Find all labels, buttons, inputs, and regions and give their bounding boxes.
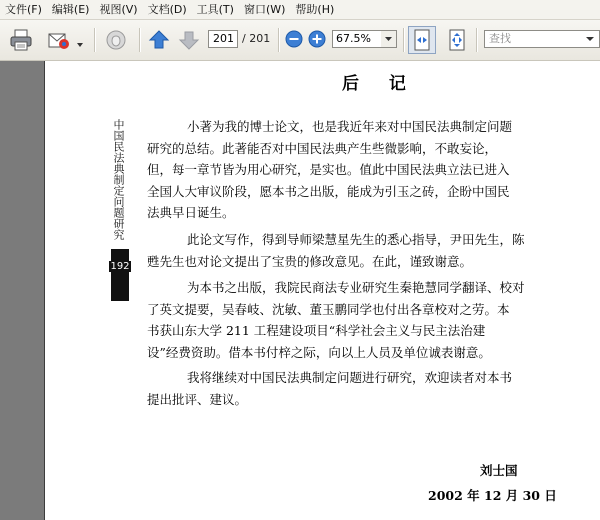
text-line: 我将继续对中国民法典制定问题进行研究，欢迎读者对本书: [187, 370, 513, 385]
hand-tool-icon[interactable]: [104, 28, 130, 52]
menu-file[interactable]: 文件(F): [5, 3, 42, 16]
signature-date: 2002 年 12 月 30 日: [428, 488, 557, 503]
toolbar: [0, 20, 600, 61]
spine-page-number: 192: [110, 261, 130, 272]
text-line: 为本书之出版，我院民商法专业研究生秦艳慧同学翻译、校对: [187, 280, 525, 295]
chevron-down-icon: [583, 31, 597, 47]
chevron-down-icon[interactable]: [76, 34, 84, 42]
zoom-in-icon[interactable]: [308, 30, 326, 48]
menu-bar: [0, 0, 600, 20]
text-line: 此论文写作，得到导师梁慧星先生的悉心指导，尹田先生，陈: [187, 232, 525, 247]
text-line: 设”经费资助。借本书付梓之际，向以上人员及单位诚表谢意。: [147, 344, 491, 360]
paragraph-4: [147, 367, 597, 410]
arrow-down-icon[interactable]: [178, 28, 200, 52]
page-spine: [110, 119, 135, 272]
arrow-up-icon[interactable]: [148, 28, 170, 52]
paragraph-3: [147, 277, 597, 363]
author-signature: 刘士国: [480, 463, 518, 478]
menu-document[interactable]: 文档(D): [147, 3, 187, 16]
search-dropdown-button[interactable]: [583, 31, 597, 47]
menu-help[interactable]: 帮助(H): [295, 3, 335, 16]
zoom-dropdown-button[interactable]: [381, 30, 397, 48]
document-viewport[interactable]: [0, 61, 600, 520]
zoom-out-icon[interactable]: [285, 30, 303, 48]
menu-window[interactable]: 窗口(W): [243, 3, 286, 16]
text-line: 研究的总结。此著能否对中国民法典产生些微影响，不敢妄论，: [147, 140, 498, 156]
zoom-level-input[interactable]: 67.5%: [332, 30, 382, 48]
text-line: 了英文提要，吴春岐、沈敏、董玉鹏同学也付出各章校对之劳。本: [147, 301, 510, 317]
spine-title: 中国民法典制定问题研究: [112, 119, 125, 240]
print-icon[interactable]: [8, 28, 34, 52]
fit-width-icon[interactable]: [408, 26, 436, 54]
paragraph-2: [147, 229, 597, 272]
page-number-input[interactable]: 201: [208, 30, 238, 48]
text-line: 法典早日诞生。: [147, 205, 235, 220]
menu-tools[interactable]: 工具(T): [196, 3, 234, 16]
spine-block: [111, 249, 129, 301]
chevron-down-icon: [381, 31, 396, 47]
menu-view[interactable]: 视图(V): [99, 3, 138, 16]
fit-page-icon[interactable]: [444, 28, 470, 52]
email-icon[interactable]: [45, 28, 71, 52]
text-line: 书获山东大学 211 工程建设项目“科学社会主义与民主法治建: [147, 323, 486, 338]
paragraph-1: [147, 116, 597, 224]
text-line: 提出批评、建议。: [147, 391, 248, 407]
search-input[interactable]: 查找: [484, 30, 600, 48]
navigation-pane-collapsed[interactable]: [0, 61, 44, 520]
menu-edit[interactable]: 编辑(E): [51, 3, 90, 16]
text-line: 全国人大审议阶段，愿本书之出版，能成为引玉之砖，企盼中国民: [147, 183, 510, 199]
text-line: 小著为我的博士论文，也是我近年来对中国民法典制定问题: [187, 119, 513, 134]
document-page: [45, 61, 600, 520]
page-title: 后 记: [342, 74, 418, 94]
text-line: 但，每一章节皆为用心研究，是实也。值此中国民法典立法已进入: [147, 162, 510, 177]
text-line: 甦先生也对论文提出了宝贵的修改意见。在此，谨致谢意。: [147, 253, 473, 269]
page-total-label: / 201: [242, 32, 271, 45]
